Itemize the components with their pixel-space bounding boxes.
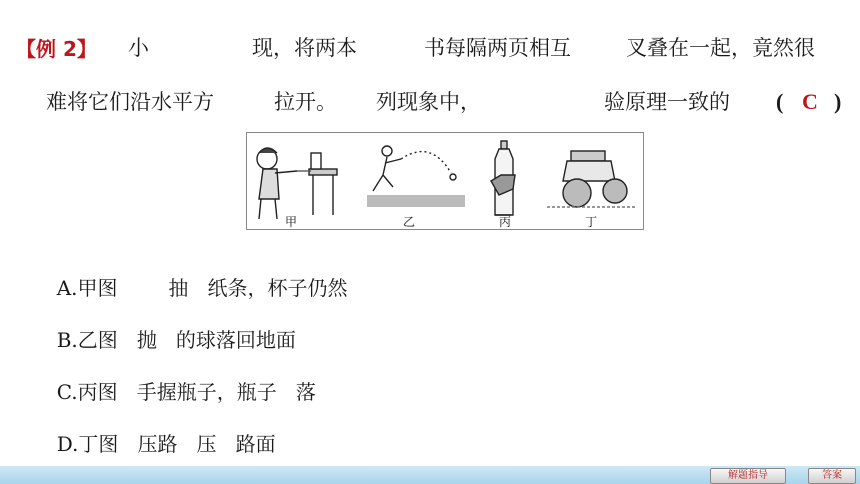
answer-paren-close: ) — [834, 89, 842, 114]
figure-ding-illustration — [547, 151, 637, 207]
question-text-2b: 拉开。 — [274, 90, 337, 114]
option-b-text: 乙图 抛 的球落回地面 — [77, 328, 296, 352]
figure-label-jia: 甲 — [285, 215, 298, 229]
option-c — [44, 350, 316, 406]
question-text-2a: 难将它们沿水平方 — [46, 90, 214, 114]
example-tag: 【例 2】 — [16, 37, 97, 61]
option-c-text: 丙图 手握瓶子，瓶子 落 — [77, 380, 316, 404]
question-text-1b: 现，将两本 — [252, 36, 357, 60]
figure-bing-illustration — [491, 141, 515, 215]
option-d-letter: D. — [56, 432, 79, 456]
option-c-letter: C. — [56, 380, 78, 404]
question-text-2c: 列现象中， — [376, 90, 481, 114]
figure-label-bing: 丙 — [499, 215, 512, 229]
figure-label-ding: 丁 — [585, 215, 598, 229]
option-a-text: 甲图 抽 纸条，杯子仍然 — [77, 276, 348, 300]
option-a — [44, 246, 347, 302]
figure-panel — [246, 132, 644, 230]
question-text-1c: 书每隔两页相互 — [424, 36, 571, 60]
hint-button[interactable]: 解题指导 — [710, 468, 786, 484]
question-text-1d: 叉叠在一起，竟然很 — [626, 36, 815, 60]
answer-button[interactable]: 答案 — [808, 468, 856, 484]
answer-paren-open: ( — [776, 89, 784, 114]
figure-illustration — [247, 133, 643, 229]
figure-label-yi: 乙 — [403, 215, 416, 229]
option-d — [44, 402, 276, 458]
question-text-1a: 小 — [128, 36, 149, 60]
figure-jia-illustration — [257, 148, 337, 219]
option-b-letter: B. — [56, 328, 78, 352]
figure-yi-illustration — [367, 146, 465, 207]
question-text-2d: 验原理一致的 — [604, 90, 730, 114]
option-d-text: 丁图 压路 压 路面 — [78, 432, 276, 456]
option-a-letter: A. — [56, 276, 78, 300]
option-b — [44, 298, 296, 354]
answer-letter: C — [802, 89, 818, 114]
